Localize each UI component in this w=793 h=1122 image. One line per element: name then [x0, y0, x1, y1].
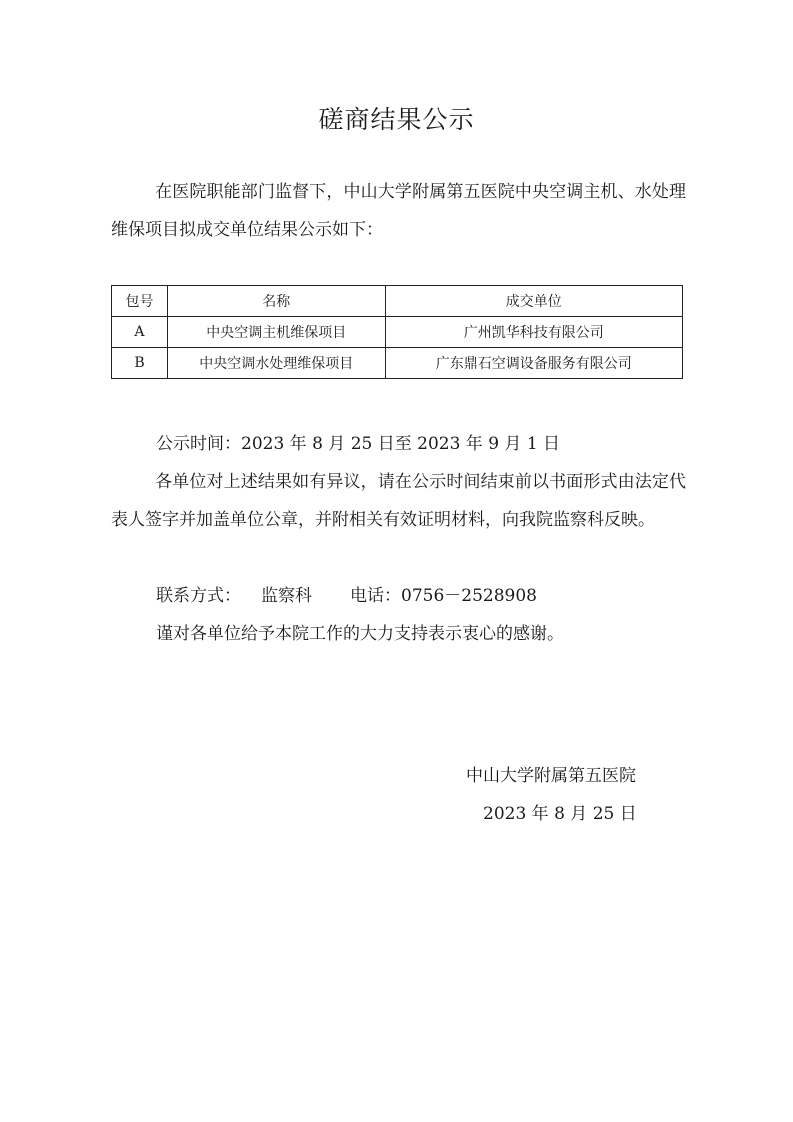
notice-period: 公示时间：2023 年 8 月 25 日至 2023 年 9 月 1 日 — [156, 434, 561, 454]
cell-name: 中央空调水处理维保项目 — [167, 348, 385, 379]
signature-date: 2023 年 8 月 25 日 — [483, 804, 637, 824]
contact-label: 联系方式： — [156, 586, 241, 606]
result-table — [111, 285, 683, 379]
header-name: 名称 — [167, 286, 385, 317]
header-winning-unit: 成交单位 — [385, 286, 682, 317]
table-row — [112, 317, 683, 348]
cell-winning-unit: 广州凯华科技有限公司 — [385, 317, 682, 348]
page-title: 磋商结果公示 — [318, 105, 475, 134]
intro-text: 在医院职能部门监督下，中山大学附属第五医院中央空调主机、水处理维保项目拟成交单位结果公示如下： — [111, 182, 686, 240]
cell-package-no: A — [112, 317, 168, 348]
contact-dept: 监察科 — [261, 586, 312, 606]
contact-line — [156, 577, 537, 615]
thanks-line: 谨对各单位给予本院工作的大力支持表示衷心的感谢。 — [156, 624, 564, 644]
cell-winning-unit: 广东鼎石空调设备服务有限公司 — [385, 348, 682, 379]
cell-name: 中央空调主机维保项目 — [167, 317, 385, 348]
cell-package-no: B — [112, 348, 168, 379]
header-package-no: 包号 — [112, 286, 168, 317]
contact-phone: 电话：0756－2528908 — [350, 586, 537, 606]
signature-org: 中山大学附属第五医院 — [466, 766, 636, 786]
table-row — [112, 348, 683, 379]
objection-text: 各单位对上述结果如有异议，请在公示时间结束前以书面形式由法定代表人签字并加盖单位公章，并附相关有效证明材料，向我院监察科反映。 — [111, 472, 686, 530]
intro-paragraph — [111, 173, 686, 249]
table-header-row — [112, 286, 683, 317]
objection-paragraph — [111, 463, 686, 539]
